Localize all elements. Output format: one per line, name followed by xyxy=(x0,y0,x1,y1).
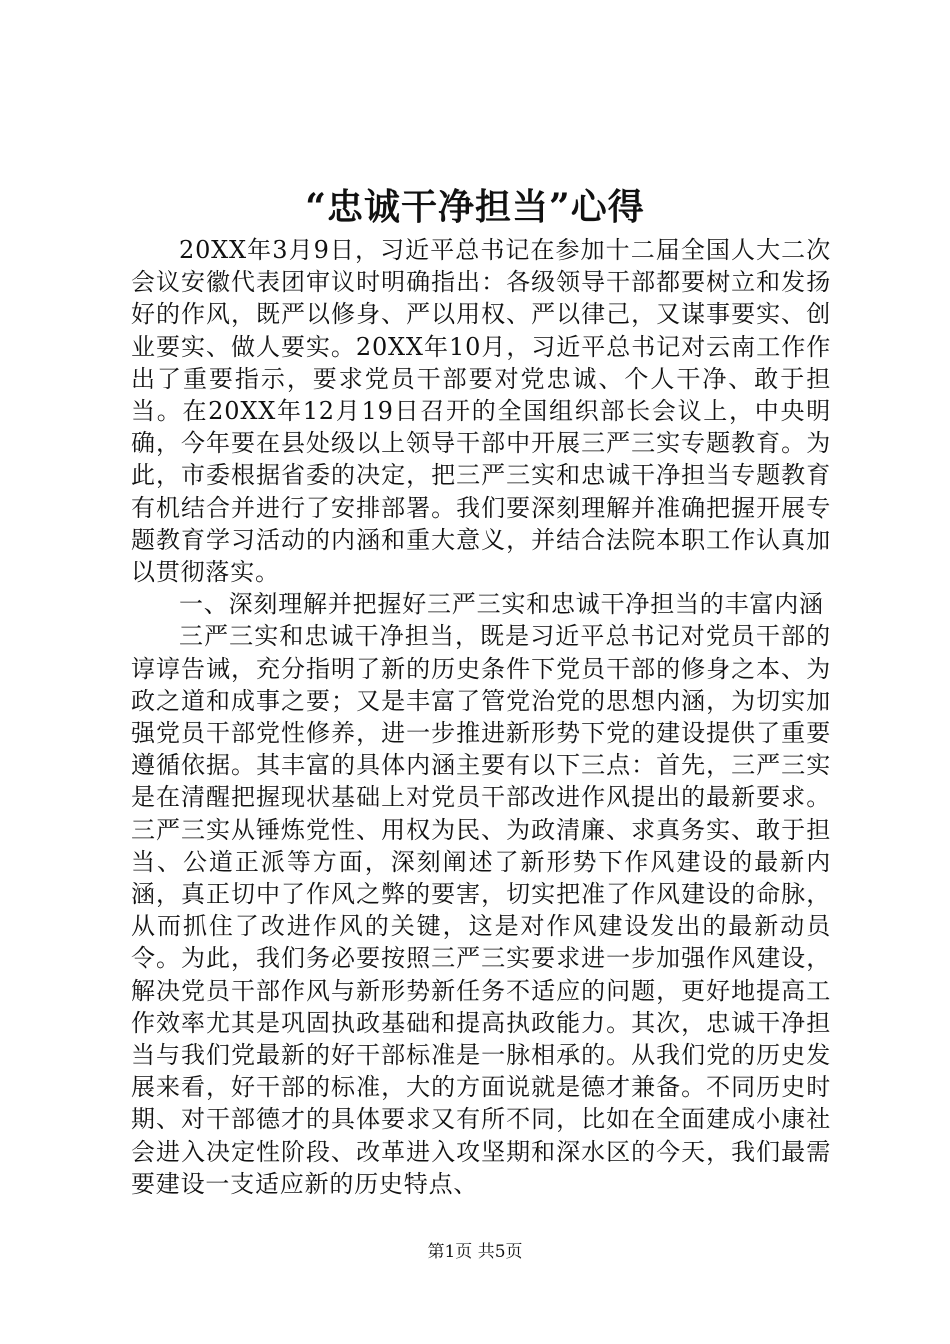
page-number: 第1页 共5页 xyxy=(427,1242,523,1262)
paragraph-intro: 20XX年3月9日，习近平总书记在参加十二届全国人大二次会议安徽代表团审议时明确指出：各级领导干部都要树立和发扬好的作风，既严以修身、严以用权、严以律己，又谋事要实、创业要实、做人要实。20XX年10月，习近平总书记对云南工作作出了重要指示，要求党员干部要对党忠诚、个人干净、敢于担当。在20XX年12月19日召开的全国组织部长会议上，中央明确，今年要在县处级以上领导干部中开展三严三实专题教育。为此，市委根据省委的决定，把三严三实和忠诚干净担当专题教育有机结合并进行了安排部署。我们要深刻理解并准确把握开展专题教育学习活动的内涵和重大意义，并结合法院本职工作认真加以贯彻落实。 xyxy=(131,236,831,587)
document-title: “忠诚干净担当”心得 xyxy=(305,186,645,228)
document-body xyxy=(131,234,831,1200)
section-heading-1: 一、深刻理解并把握好三严三实和忠诚干净担当的丰富内涵 xyxy=(179,590,824,619)
paragraph-section-1: 三严三实和忠诚干净担当，既是习近平总书记对党员干部的谆谆告诫，充分指明了新的历史条件下党员干部的修身之本、为政之道和成事之要；又是丰富了管党治党的思想内涵，为切实加强党员干部党性修养，进一步推进新形势下党的建设提供了重要遵循依据。其丰富的具体内涵主要有以下三点：首先，三严三实是在清醒把握现状基础上对党员干部改进作风提出的最新要求。三严三实从锤炼党性、用权为民、为政清廉、求真务实、敢于担当、公道正派等方面，深刻阐述了新形势下作风建设的最新内涵，真正切中了作风之弊的要害，切实把准了作风建设的命脉，从而抓住了改进作风的关键，这是对作风建设发出的最新动员令。为此，我们务必要按照三严三实要求进一步加强作风建设，解决党员干部作风与新形势新任务不适应的问题，更好地提高工作效率尤其是巩固执政基础和提高执政能力。其次，忠诚干净担当与我们党最新的好干部标准是一脉相承的。从我们党的历史发展来看，好干部的标准，大的方面说就是德才兼备。不同历史时期、对干部德才的具体要求又有所不同，比如在全面建成小康社会进入决定性阶段、改革进入攻坚期和深水区的今天，我们最需要建设一支适应新的历史特点、 xyxy=(131,622,831,1198)
